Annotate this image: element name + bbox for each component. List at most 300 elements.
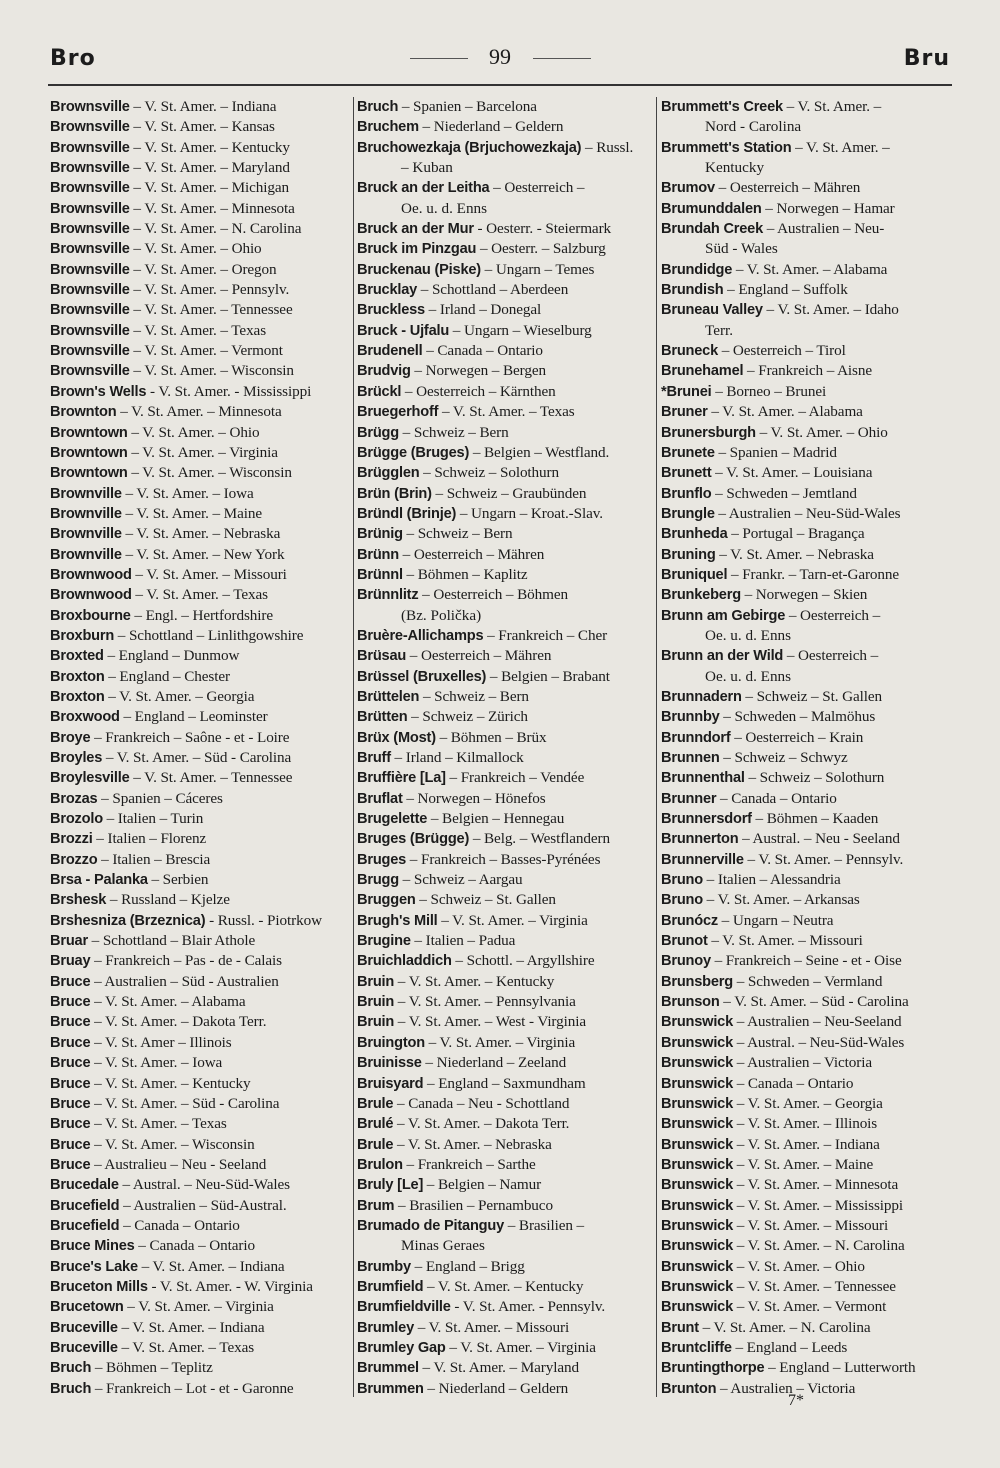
entry-location: – Belgien – Westfland.: [469, 443, 610, 461]
gazetteer-entry: [50, 321, 350, 341]
gazetteer-entry: [50, 748, 350, 768]
entry-location: – Norwegen – Hönefos: [402, 789, 546, 807]
entry-headword: Bruch: [357, 99, 399, 115]
entry-headword: Brownville: [50, 485, 122, 502]
gazetteer-entry: [661, 219, 961, 260]
gazetteer-entry: [661, 443, 961, 463]
gazetteer-entry: [50, 402, 350, 422]
entry-location: - V. St. Amer. - Pennsylv.: [450, 1298, 606, 1316]
gazetteer-entry: [357, 341, 653, 361]
entry-location: – V. St. Amer. – Texas: [90, 1115, 227, 1133]
entry-location: – Frankreich – Seine - et - Oise: [710, 952, 902, 970]
entry-location: – Borneo – Brunei: [711, 382, 827, 400]
entry-headword: Brügg: [357, 424, 399, 441]
gazetteer-entry: [357, 626, 653, 646]
entry-headword: Bruckenau (Piske): [357, 261, 481, 278]
gazetteer-entry: [357, 1216, 653, 1257]
gazetteer-entry: [357, 1135, 653, 1155]
entry-headword: Brunheda: [661, 526, 728, 543]
gazetteer-entry: [357, 707, 653, 727]
gazetteer-entry: [357, 484, 653, 504]
entry-location: – Böhmen – Teplitz: [91, 1359, 213, 1377]
gazetteer-entry: [661, 524, 961, 544]
entry-location: – Canada – Neu - Schottland: [393, 1094, 570, 1112]
gazetteer-entry: [661, 850, 961, 870]
entry-headword: Bruch: [50, 1380, 92, 1397]
gazetteer-entry: [357, 443, 653, 463]
entry-location: – V. St. Amer. – Kentucky: [423, 1277, 584, 1295]
entry-headword: Brozzi: [50, 831, 93, 848]
entry-location: – V. St. Amer. – Texas: [129, 321, 267, 339]
gazetteer-entry: [357, 1033, 653, 1053]
entry-headword: Brunswick: [661, 1136, 734, 1153]
entry-headword: Bruff: [357, 750, 391, 766]
entry-headword: Brumfield: [357, 1278, 424, 1295]
entry-headword: Bruntcliffe: [661, 1339, 732, 1356]
gazetteer-entry: [50, 97, 350, 117]
entry-headword: Brownsville: [50, 363, 130, 380]
entry-location: – Niederland – Zeeland: [421, 1054, 567, 1072]
entry-location: – V. St. Amer. – Missouri: [707, 932, 863, 950]
gazetteer-entry: [661, 1053, 961, 1073]
gazetteer-entry: [357, 1257, 653, 1277]
gazetteer-entry: [50, 280, 350, 300]
entry-headword: Bruceton Mills: [50, 1278, 148, 1295]
entry-headword: Brsa - Palanka: [50, 872, 148, 889]
entry-headword: Brucetown: [50, 1299, 124, 1316]
gazetteer-entry: [661, 890, 961, 910]
entry-location: – Austral. – Neu - Seeland: [738, 830, 900, 848]
entry-location: – Frankreich – Sarthe: [402, 1155, 536, 1173]
entry-headword: Bruning: [661, 546, 716, 563]
entry-location: – Italien – Brescia: [97, 850, 211, 868]
gazetteer-entry: [50, 1094, 350, 1114]
page-header: [0, 0, 1000, 100]
entry-continuation: Oe. u. d. Enns: [401, 199, 488, 217]
gazetteer-entry: [50, 646, 350, 666]
gazetteer-entry: [357, 260, 653, 280]
gazetteer-entry: [50, 1135, 350, 1155]
entry-headword: Brunett: [661, 465, 712, 482]
gazetteer-entry: [357, 382, 653, 402]
entry-location: – V. St. Amer. – Indiana: [733, 1135, 880, 1153]
entry-headword: Brün (Brin): [357, 485, 432, 502]
gazetteer-entry: [661, 1033, 961, 1053]
gazetteer-entry: [661, 768, 961, 788]
entry-headword: Brummen: [357, 1380, 424, 1397]
entry-location: – Schweden – Jemtland: [711, 484, 857, 502]
entry-location: – Frankreich – Cher: [483, 626, 608, 644]
gazetteer-entry: [357, 402, 653, 422]
gazetteer-entry: [50, 931, 350, 951]
gazetteer-entry: [661, 545, 961, 565]
entry-headword: Brownsville: [50, 282, 130, 299]
entry-headword: Brunnby: [661, 709, 720, 726]
gazetteer-entry: [357, 219, 653, 239]
entry-location: – V. St. Amer. – Oregon: [129, 260, 277, 278]
gazetteer-entry: [50, 382, 350, 402]
entry-headword: Broylesville: [50, 770, 130, 787]
entry-headword: Bruce: [50, 1055, 91, 1072]
gazetteer-entry: [661, 951, 961, 971]
column-1: [50, 97, 350, 1399]
gazetteer-entry: [357, 1338, 653, 1358]
entry-headword: Bruck im Pinzgau: [357, 241, 477, 258]
gazetteer-entry: [357, 1277, 653, 1297]
entry-headword: Brugg: [357, 872, 399, 889]
gazetteer-entry: [50, 239, 350, 259]
entry-location: – Schweiz – Solothurn: [419, 464, 559, 482]
entry-headword: Bruno: [661, 892, 703, 909]
gazetteer-entry: [50, 361, 350, 381]
entry-headword: Brummett's Station: [661, 139, 792, 156]
entry-headword: Brunn an der Wild: [661, 648, 784, 665]
entry-location: – Spanien – Cáceres: [97, 789, 223, 807]
gazetteer-entry: [50, 890, 350, 910]
entry-location: – Australien – Neu-Seeland: [733, 1013, 902, 1031]
entry-headword: Bruck an der Mur: [357, 221, 474, 238]
entry-location: – V. St. Amer. – N. Carolina: [733, 1237, 905, 1255]
entry-headword: Bruce: [50, 1156, 91, 1173]
entry-location: – V. St. Amer. – Missouri: [131, 565, 287, 583]
entry-location: – V. St. Amer. – Indiana: [117, 1318, 265, 1336]
gazetteer-entry: [357, 687, 653, 707]
entry-location: – Frankr. – Tarn-et-Garonne: [727, 565, 900, 583]
entry-location: – Frankreich – Basses-Pyrénées: [406, 850, 601, 868]
entry-headword: Brownwood: [50, 587, 132, 604]
gazetteer-entry: [357, 1094, 653, 1114]
entry-location: – England – Brigg: [410, 1257, 525, 1275]
entry-location: – V. St. Amer. – Georgia: [104, 687, 255, 705]
gazetteer-entry: [661, 341, 961, 361]
entry-headword: Brownsville: [50, 99, 130, 115]
entry-location: – Australien – Neu-: [763, 220, 885, 238]
entry-location: – Canada – Ontario: [422, 342, 543, 360]
gazetteer-entry: [50, 728, 350, 748]
entry-location: – Italien – Turin: [102, 810, 204, 828]
entry-headword: Brügglen: [357, 465, 420, 482]
entry-location: – Frankreich – Pas - de - Calais: [90, 952, 282, 970]
entry-headword: Brulé: [357, 1116, 394, 1133]
entry-headword: Brunswick: [661, 1177, 734, 1194]
entry-headword: Bruce: [50, 1014, 91, 1031]
gazetteer-entry: [661, 1297, 961, 1317]
header-right-catchword: Bru: [903, 46, 950, 71]
entry-headword: Brüssel (Bruxelles): [357, 668, 487, 685]
gazetteer-entry: [661, 423, 961, 443]
entry-location: – Oesterreich – Krain: [730, 728, 864, 746]
gazetteer-entry: [50, 992, 350, 1012]
gazetteer-entry: [661, 178, 961, 198]
entry-headword: Brummett's Creek: [661, 99, 783, 115]
gazetteer-entry: [357, 890, 653, 910]
entry-headword: Bruegerhoff: [357, 404, 439, 421]
gazetteer-entry: [357, 829, 653, 849]
entry-location: – V. St. Amer. – Alabama: [707, 403, 863, 421]
page-number: 99: [489, 44, 511, 69]
entry-location: – Australien – Victoria: [716, 1379, 856, 1397]
gazetteer-entry: [50, 524, 350, 544]
entry-location: – England – Saxmundham: [423, 1074, 586, 1092]
gazetteer-entry: [661, 1196, 961, 1216]
gazetteer-entry: [50, 1114, 350, 1134]
entry-headword: Brumado de Pitanguy: [357, 1217, 505, 1234]
entry-headword: Bruce: [50, 973, 91, 990]
entry-headword: Bruinisse: [357, 1055, 422, 1072]
entry-headword: Bruck - Ujfalu: [357, 322, 450, 339]
gazetteer-entry: [661, 1155, 961, 1175]
entry-headword: Brozzo: [50, 851, 98, 868]
gazetteer-entry: [661, 382, 961, 402]
entry-headword: Brumunddalen: [661, 200, 762, 217]
gazetteer-entry: [661, 789, 961, 809]
entry-location: – England – Leominster: [119, 708, 268, 726]
gazetteer-entry: [357, 239, 653, 259]
gazetteer-entry: [50, 870, 350, 890]
entry-headword: Broxted: [50, 648, 104, 665]
entry-location: – Böhmen – Kaaden: [751, 810, 879, 828]
entry-continuation: – Kuban: [401, 159, 453, 177]
entry-headword: Bruch: [50, 1360, 92, 1377]
gazetteer-entry: [357, 667, 653, 687]
entry-location: – V. St. Amer. – Alabama: [90, 993, 246, 1011]
gazetteer-entry: [50, 199, 350, 219]
gazetteer-entry: [661, 870, 961, 890]
entry-location: – V. St. Amer. – New York: [121, 545, 285, 563]
entry-headword: Brückl: [357, 383, 402, 400]
entry-location: – V. St. Amer. – Mississippi: [733, 1196, 903, 1214]
entry-location: – Oesterr. – Salzburg: [476, 240, 606, 258]
gazetteer-entry: [50, 606, 350, 626]
gazetteer-entry: [661, 931, 961, 951]
entry-location: – V. St. Amer. – Georgia: [733, 1094, 883, 1112]
entry-location: – V. St. Amer. – Maine: [121, 504, 262, 522]
entry-headword: Brunswick: [661, 1034, 734, 1051]
entry-continuation: Oe. u. d. Enns: [705, 626, 792, 644]
entry-location: – Brasilien – Pernambuco: [394, 1196, 553, 1214]
entry-location: – V. St. Amer. – Maine: [733, 1155, 874, 1173]
entry-location: – Portugal – Bragança: [727, 525, 865, 543]
entry-location: – Schottl. – Argyllshire: [451, 952, 595, 970]
entry-location: – V. St. Amer. –: [791, 138, 890, 156]
gazetteer-entry: [357, 1196, 653, 1216]
gazetteer-entry: [357, 1175, 653, 1195]
entry-headword: Brunswick: [661, 1095, 734, 1112]
gazetteer-entry: [50, 1297, 350, 1317]
gazetteer-entry: [661, 1379, 961, 1399]
entry-location: – V. St. Amer. – Tennessee: [129, 301, 293, 319]
gazetteer-entry: [357, 117, 653, 137]
entry-headword: Brownsville: [50, 343, 130, 360]
signature-mark: 7*: [788, 1392, 804, 1409]
gazetteer-entry: [50, 1175, 350, 1195]
entry-headword: Brüsau: [357, 648, 407, 665]
column-divider: [353, 97, 354, 1397]
entry-location: – V. St. Amer – Illinois: [90, 1033, 232, 1051]
header-left-catchword: Bro: [50, 46, 96, 71]
entry-location: – Australien – Victoria: [733, 1054, 872, 1072]
gazetteer-entry: [661, 138, 961, 179]
gazetteer-entry: [50, 423, 350, 443]
entry-location: – V. St. Amer. – Nebraska: [121, 525, 281, 543]
entry-headword: Broye: [50, 729, 91, 746]
entry-headword: Bruckless: [357, 302, 425, 319]
entry-headword: Broxburn: [50, 627, 115, 644]
gazetteer-entry: [661, 260, 961, 280]
entry-headword: Brünig: [357, 526, 403, 543]
entry-headword: Bruisyard: [357, 1075, 424, 1092]
entry-location: – V. St. Amer. – Iowa: [90, 1054, 223, 1072]
entry-location: – Schweiz – Schwyz: [719, 749, 848, 766]
entry-headword: Brunn am Gebirge: [661, 607, 786, 624]
entry-location: – Schweiz – Graubünden: [431, 484, 587, 502]
entry-location: – V. St. Amer. – Texas: [131, 586, 268, 604]
entry-location: – V. St. Amer. – Pennsylv.: [743, 850, 904, 868]
gazetteer-entry: [50, 1277, 350, 1297]
entry-headword: Brundidge: [661, 261, 733, 278]
entry-headword: Brunersburgh: [661, 424, 756, 441]
entry-headword: Brumby: [357, 1258, 411, 1275]
entry-location: – V. St. Amer. – Kentucky: [129, 138, 290, 156]
entry-location: – Belgien – Hennegau: [427, 810, 565, 828]
gazetteer-entry: [357, 768, 653, 788]
entry-headword: Bruin: [357, 1014, 395, 1031]
entry-location: – Russl.: [581, 138, 634, 156]
entry-headword: Bruce: [50, 1095, 91, 1112]
gazetteer-entry: [661, 1318, 961, 1338]
gazetteer-entry: [50, 1033, 350, 1053]
entry-location: – V. St. Amer. – Virginia: [445, 1338, 596, 1356]
entry-location: – Oesterreich – Kärnthen: [401, 382, 556, 400]
entry-location: – Austral. – Neu-Süd-Wales: [118, 1176, 290, 1194]
entry-location: – Belgien – Namur: [423, 1176, 542, 1194]
entry-location: – Schweiz – Bern: [398, 423, 509, 441]
entry-location: – V. St. Amer. – Texas: [438, 403, 575, 421]
entry-location: – V. St. Amer. – Idaho: [762, 301, 899, 319]
entry-headword: Brunswick: [661, 1217, 734, 1234]
entry-location: – Schottland – Linlithgowshire: [114, 626, 304, 644]
gazetteer-entry: [661, 646, 961, 687]
entry-headword: Brudvig: [357, 363, 411, 380]
entry-location: – V. St. Amer. – Kansas: [129, 118, 275, 136]
header-dash-right: [533, 58, 591, 59]
entry-headword: Bruno: [661, 872, 703, 889]
entry-location: – V. St. Amer. – Süd - Carolina: [719, 993, 909, 1011]
gazetteer-entry: [50, 219, 350, 239]
entry-location: – V. St. Amer. – Wisconsin: [90, 1135, 255, 1153]
entry-location: – V. St. Amer. –: [782, 98, 882, 115]
entry-headword: Broxbourne: [50, 607, 131, 624]
entry-headword: Brownsville: [50, 160, 130, 177]
gazetteer-entry: [50, 260, 350, 280]
gazetteer-entry: [661, 97, 961, 138]
entry-headword: Brownton: [50, 404, 117, 421]
entry-location: – V. St. Amer. – Indiana: [137, 1257, 285, 1275]
entry-headword: Broyles: [50, 750, 103, 766]
entry-headword: Bruce: [50, 1136, 91, 1153]
gazetteer-entry: [50, 1236, 350, 1256]
entry-location: – Frankreich – Vendée: [445, 769, 585, 787]
entry-location: – Oesterreich – Böhmen: [418, 586, 568, 604]
entry-location: – V. St. Amer. – Minnesota: [116, 403, 282, 421]
entry-headword: Brunnenthal: [661, 770, 745, 787]
entry-location: – V. St. Amer. – Wisconsin: [129, 362, 294, 380]
gazetteer-entry: [357, 850, 653, 870]
entry-continuation: Oe. u. d. Enns: [705, 667, 792, 685]
entry-location: – Oesterreich –: [785, 606, 881, 624]
entry-location: – Oesterreich – Tirol: [718, 342, 846, 360]
entry-headword: Bruce: [50, 1075, 91, 1092]
entry-headword: Brunnersdorf: [661, 811, 752, 828]
entry-location: – V. St. Amer. – Kentucky: [394, 972, 555, 990]
entry-headword: Brozas: [50, 790, 98, 807]
entry-headword: Brunoy: [661, 953, 711, 970]
entry-headword: Brshesk: [50, 892, 107, 909]
entry-headword: Brunswick: [661, 1014, 734, 1031]
entry-location: – V. St. Amer. – Nebraska: [715, 545, 874, 563]
entry-headword: Brudenell: [357, 343, 423, 360]
entry-headword: Brunswick: [661, 1055, 734, 1072]
gazetteer-entry: [357, 972, 653, 992]
gazetteer-entry: [661, 463, 961, 483]
entry-headword: Brunócz: [661, 912, 718, 929]
entry-location: – Schweden – Malmöhus: [719, 708, 876, 726]
gazetteer-entry: [50, 585, 350, 605]
entry-location: – Schweden – Vermland: [733, 972, 883, 990]
entry-location: – England – Dunmow: [103, 647, 240, 665]
entry-headword: Brumley Gap: [357, 1339, 446, 1356]
entry-location: – Oesterreich – Mähren: [398, 545, 545, 563]
gazetteer-entry: [661, 585, 961, 605]
gazetteer-entry: [357, 1012, 653, 1032]
entry-headword: Bruce: [50, 1034, 91, 1051]
entry-location: - Oesterr. - Steiermark: [473, 220, 612, 238]
entry-location: – V. St. Amer. – N. Carolina: [698, 1318, 871, 1336]
gazetteer-entry: [50, 1379, 350, 1399]
gazetteer-entry: [661, 1338, 961, 1358]
gazetteer-entry: [50, 829, 350, 849]
entry-headword: Brunswick: [661, 1197, 734, 1214]
entry-location: – Serbien: [147, 871, 209, 889]
gazetteer-entry: [50, 178, 350, 198]
entry-continuation: Minas Geraes: [401, 1237, 485, 1255]
entry-location: – V. St. Amer. – Vermont: [129, 342, 283, 360]
entry-location: – Schweiz – Solothurn: [744, 769, 885, 787]
entry-headword: Brunton: [661, 1380, 717, 1397]
entry-location: – Irland – Donegal: [424, 301, 542, 319]
gazetteer-entry: [661, 809, 961, 829]
gazetteer-entry: [357, 809, 653, 829]
gazetteer-entry: [661, 484, 961, 504]
entry-location: – V. St. Amer. – West - Virginia: [394, 1013, 586, 1031]
entry-location: – V. St. Amer. – Wisconsin: [127, 464, 292, 482]
gazetteer-entry: [50, 1216, 350, 1236]
entry-headword: Brugelette: [357, 811, 428, 828]
entry-headword: Bruceville: [50, 1319, 118, 1336]
entry-location: – Spanien – Madrid: [714, 443, 837, 461]
gazetteer-entry: [357, 1114, 653, 1134]
entry-continuation: Nord - Carolina: [705, 118, 802, 136]
gazetteer-entry: [357, 951, 653, 971]
gazetteer-entry: [661, 972, 961, 992]
gazetteer-entry: [50, 117, 350, 137]
gazetteer-entry: [50, 138, 350, 158]
entry-headword: *Brunei: [661, 383, 712, 400]
entry-headword: Bruffière [La]: [357, 770, 446, 787]
entry-headword: Bruges (Brügge): [357, 831, 470, 848]
entry-headword: Brüx (Most): [357, 729, 436, 746]
entry-headword: Bruin: [357, 994, 395, 1011]
